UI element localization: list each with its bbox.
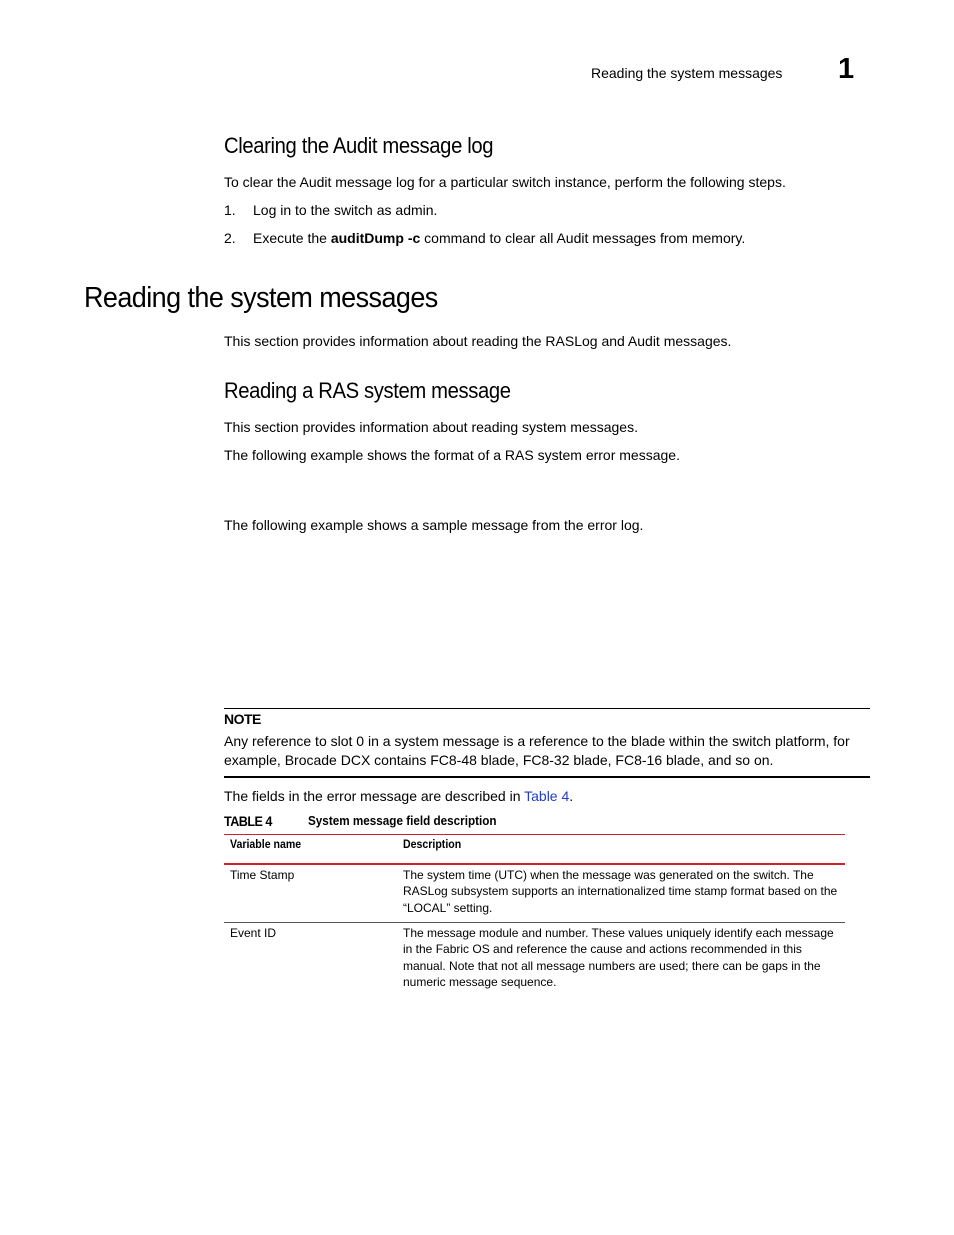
table-4-link[interactable]: Table 4 (524, 788, 570, 804)
note-title: NOTE (224, 711, 261, 727)
section-heading-clearing-audit-log: Clearing the Audit message log (224, 133, 494, 158)
ras-paragraph-3: The following example shows a sample message from the error log. (224, 517, 644, 533)
step-number: 1. (224, 202, 236, 218)
step-number: 2. (224, 230, 236, 246)
step-item-1 (224, 202, 438, 218)
note-bottom-rule (224, 776, 870, 778)
clearing-intro-paragraph: To clear the Audit message log for a particular switch instance, perform the following steps. (224, 174, 786, 190)
chapter-number: 1 (838, 53, 855, 85)
fields-description-paragraph (224, 788, 573, 804)
table-cell-variable-name: Event ID (230, 926, 277, 940)
step-text (253, 230, 745, 246)
command-auditdump: auditDump -c (330, 230, 421, 246)
fields-text-pre: The fields in the error message are described in (224, 788, 525, 804)
note-top-rule (224, 708, 870, 709)
ras-paragraph-1: This section provides information about reading system messages. (224, 419, 638, 435)
step-text-post: command to clear all Audit messages from memory. (420, 230, 746, 246)
section-heading-ras-message: Reading a RAS system message (224, 378, 511, 403)
ras-paragraph-2: The following example shows the format of a RAS system error message. (224, 447, 680, 463)
table-top-rule (224, 834, 845, 835)
table-header-variable-name: Variable name (230, 839, 302, 851)
table-label: TABLE 4 (224, 813, 272, 829)
step-item-2 (224, 230, 746, 246)
reading-intro-paragraph: This section provides information about reading the RASLog and Audit messages. (224, 333, 732, 349)
table-cell-variable-name: Time Stamp (230, 868, 295, 882)
note-text: Any reference to slot 0 in a system message is a reference to the blade within the switch platform, for example, Brocade DCX contains FC8-48 blade, FC8-32 blade, FC8-16 blade, and so on. (224, 733, 850, 768)
running-header-title: Reading the system messages (591, 65, 783, 81)
chapter-section-heading: Reading the system messages (84, 282, 438, 314)
table-caption: System message field description (308, 813, 497, 828)
table-cell-description: The system time (UTC) when the message was generated on the switch. The RASLog subsystem supports an internationalized time stamp format based on the “LOCAL” setting. (403, 868, 838, 915)
fields-text-post: . (569, 788, 574, 804)
table-header-rule (224, 863, 845, 865)
step-text: Log in to the switch as admin. (253, 202, 438, 218)
step-text-pre: Execute the (253, 230, 331, 246)
table-header-description: Description (403, 839, 462, 851)
table-row-divider (224, 922, 845, 923)
table-cell-description: The message module and number. These values uniquely identify each message in the Fabric OS and reference the cause and actions recommended in this manual. Note that not all message numbers are used; there can be gaps in the numeric message sequence. (403, 926, 834, 990)
